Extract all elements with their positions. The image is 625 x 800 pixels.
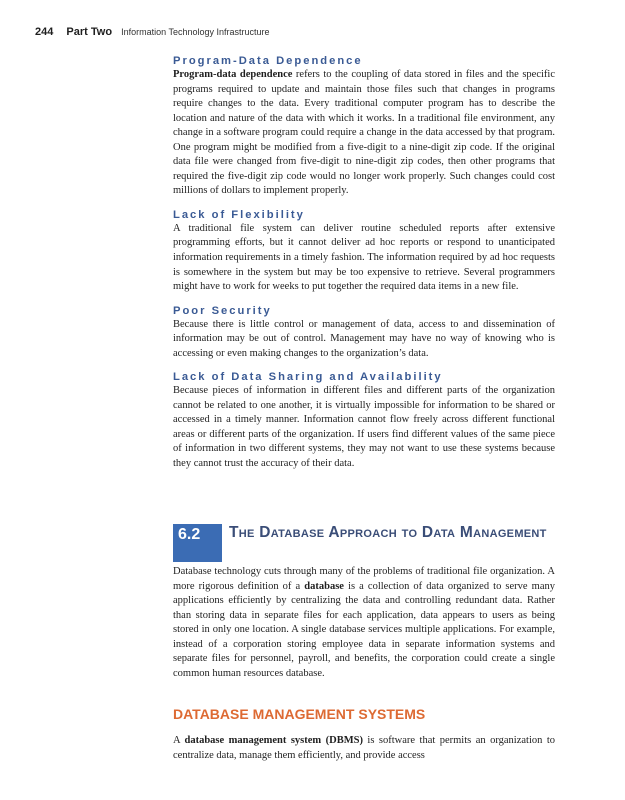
- term-dbms: database management system (DBMS): [184, 735, 363, 746]
- paragraph-database-definition: Database technology cuts through many of the problems of traditional file organization. A more rigorous definition of a database is a collection of data organized to serve many applications efficiently by centralizing the data and controlling redundant data. Rather than storing data in separate files for each application, data appears to users as being stored in only one location. A single database services multiple applications. For example, instead of a corporation storing employee data in separate information systems and separate files for personnel, payroll, and benefits, the corporation could create a single common human resources database.: [173, 566, 556, 679]
- heading-dbms: DATABASE MANAGEMENT SYSTEMS: [173, 706, 426, 722]
- main-content: [173, 54, 555, 472]
- part-label: Part Two: [66, 26, 113, 38]
- heading-lack-of-flexibility: Lack of Flexibility: [173, 208, 305, 221]
- section-6-2-body: [173, 565, 555, 681]
- heading-data-sharing: Lack of Data Sharing and Availability: [173, 371, 443, 384]
- paragraph-lack-of-flexibility: A traditional file system can deliver routine scheduled reports after extensive programming efforts, but it cannot deliver ad hoc reports or respond to unanticipated information requirements in a timely fashion. The information required by ad hoc requests is somewhere in the system but may be too expensive to retrieve. Several programmers might have to work for weeks to put together the required data items in a new file.: [173, 222, 555, 293]
- term-database: database: [304, 580, 344, 592]
- dbms-body: [173, 734, 555, 763]
- section-number-badge: 6.2: [173, 524, 222, 562]
- heading-poor-security: Poor Security: [173, 304, 272, 317]
- section-6-2-header: [173, 524, 555, 562]
- paragraph-poor-security: Because there is little control or management of data, access to and dissemination of information may be out of control. Management may have no way of knowing who is accessing or even making changes to the organization’s data.: [173, 318, 555, 359]
- paragraph-program-data-dependence: [173, 68, 555, 199]
- paragraph-data-sharing: Because pieces of information in different files and different parts of the organization cannot be related to one another, it is virtually impossible for information to be shared or accessed in a timely manner. Information cannot flow freely across different functional areas or different parts of the organization. If users find different values of the same piece of information in two different systems, they may not want to use these systems because they cannot trust the accuracy of their data.: [173, 385, 555, 470]
- page-number: 244: [35, 26, 54, 38]
- body-program-data-dependence: refers to the coupling of data stored in files and the specific programs required to update and maintain those files such that changes in programs require changes to the data. Every traditional computer program has to describe the location and nature of the data with which it works. In a traditional file environment, any change in a software program could require a change in the data accessed by that program. One program might be modified from a five-digit to a nine-digit zip code. If the original data file were changed from five-digit to nine-digit zip codes, then other programs that required the five-digit zip code would no longer work properly. Such changes could cost millions of dollars to implement properly.: [173, 69, 555, 197]
- heading-program-data-dependence: Program-Data Dependence: [173, 55, 363, 67]
- section-title: The Database Approach to Data Management: [229, 524, 547, 541]
- running-head: [35, 25, 595, 39]
- paragraph-dbms: A database management system (DBMS) is software that permits an organization to centralize data, manage them efficiently, and provide access: [173, 735, 556, 761]
- term-program-data-dependence: Program-data dependence: [173, 69, 293, 80]
- part-title: Information Technology Infrastructure: [121, 27, 270, 37]
